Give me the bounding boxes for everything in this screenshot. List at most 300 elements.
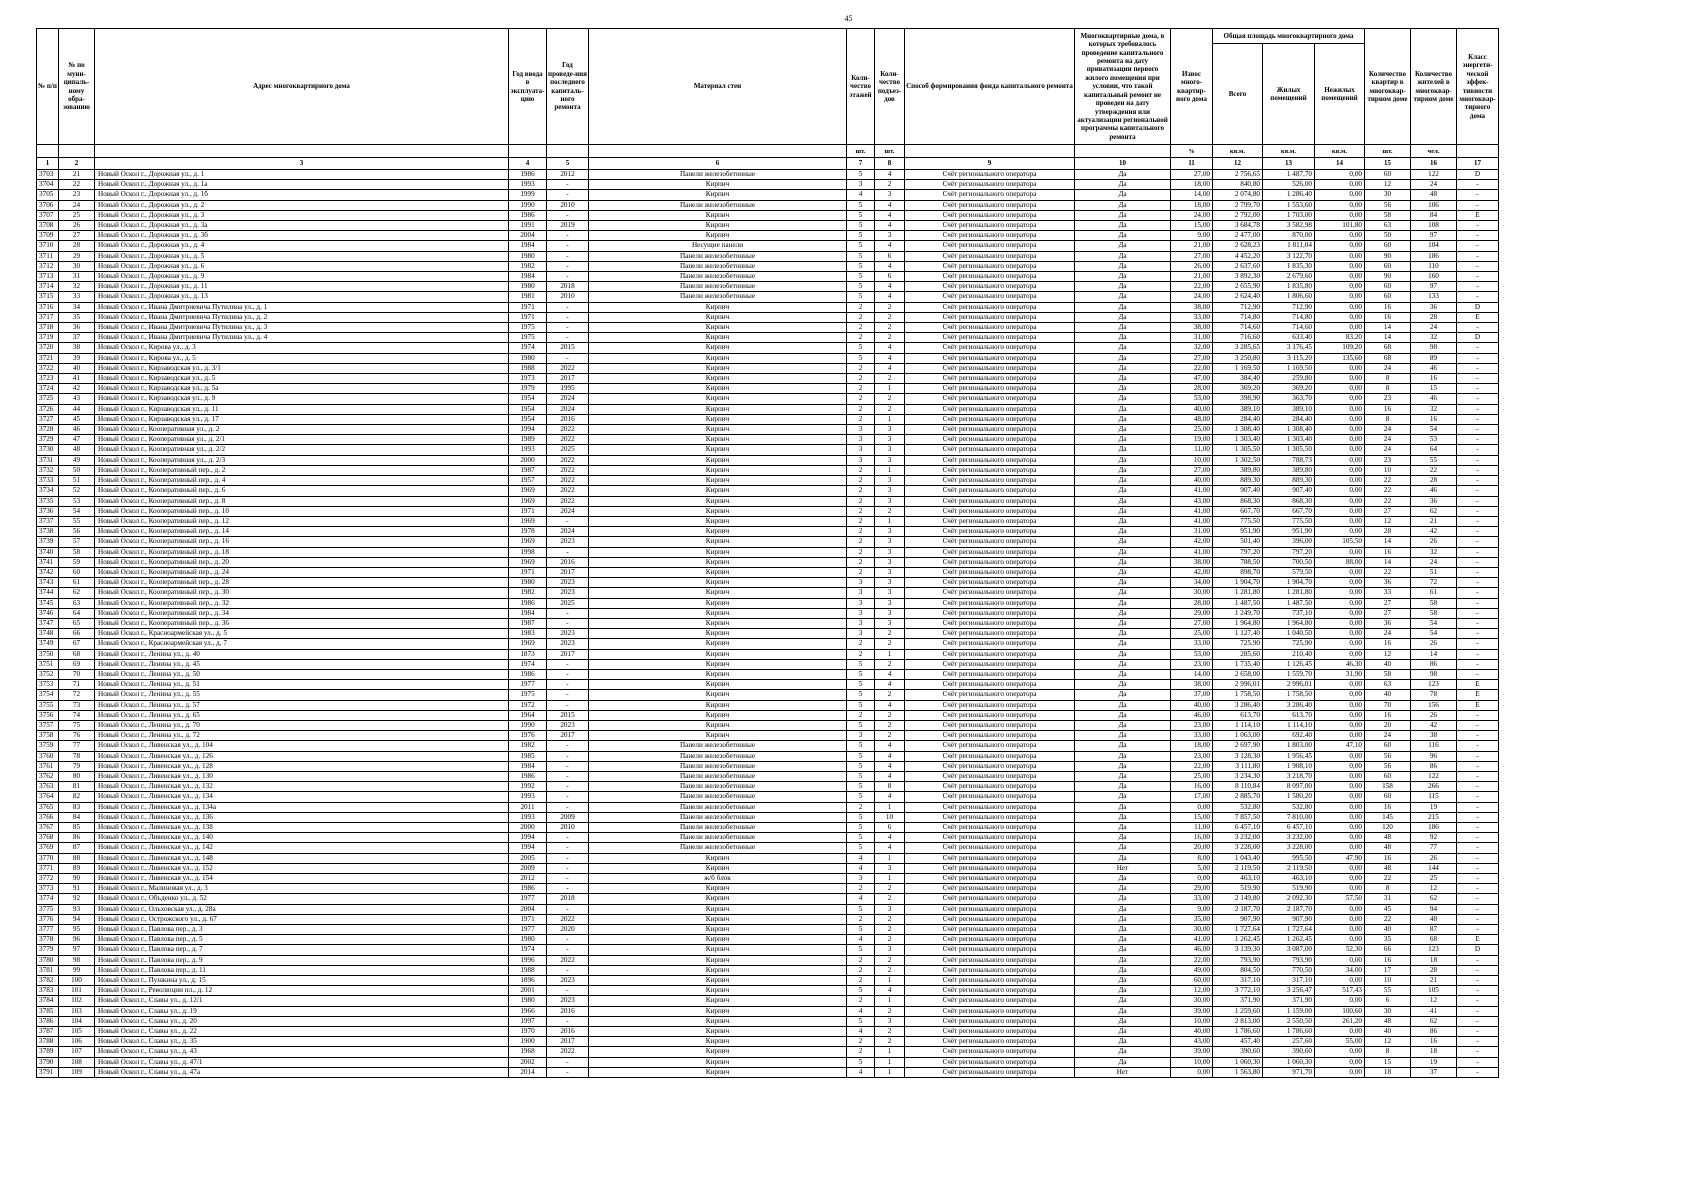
cell-residents: 144 [1411,863,1457,873]
cell-address: Новый Оскол г., Кирзаводская ул., д. 9 [95,394,509,404]
cell-apartments: 56 [1365,751,1411,761]
cell-area-nonliving: 0,00 [1315,914,1365,924]
cell-residents: 32 [1411,547,1457,557]
cell-area-nonliving: 55,00 [1315,1037,1365,1047]
cell-year-repair: - [547,771,589,781]
cell-residents: 92 [1411,833,1457,843]
cell-entrances: 3 [875,425,905,435]
cell-year-repair: 2022 [547,465,589,475]
cell-area-living: 667,70 [1263,506,1315,516]
cell-area-living: 7 810,00 [1263,812,1315,822]
cell-address: Новый Оскол г., Дорожная ул., д. 1а [95,180,509,190]
cell-fund-method: Счёт регионального оператора [905,527,1075,537]
cell-entrances: 3 [875,486,905,496]
cell-row-num: 3769 [37,843,59,853]
cell-area-nonliving: 0,00 [1315,720,1365,730]
cell-year-repair: 2016 [547,557,589,567]
cell-entrances: 4 [875,741,905,751]
cell-area-living: 3 228,00 [1263,843,1315,853]
cell-apartments: 22 [1365,914,1411,924]
cell-area-living: 3 115,20 [1263,353,1315,363]
cell-wear: 30,00 [1171,588,1213,598]
cell-area-nonliving: 0,00 [1315,394,1365,404]
cell-apartments: 28 [1365,527,1411,537]
cell-floors: 5 [847,904,875,914]
cell-row-num: 3780 [37,955,59,965]
cell-floors: 5 [847,669,875,679]
cell-address: Новый Оскол г., Дорожная ул., д. 4 [95,241,509,251]
cell-row-num: 3739 [37,537,59,547]
table-row [37,588,1499,598]
cell-area-living: 971,70 [1263,1067,1315,1077]
cell-wear: 21,00 [1171,272,1213,282]
cell-privatization: Да [1075,557,1171,567]
cell-address: Новый Оскол г., Ливенская ул., д. 130 [95,771,509,781]
cell-floors: 3 [847,588,875,598]
cell-area-living: 363,70 [1263,394,1315,404]
cell-area-living: 1 040,50 [1263,629,1315,639]
cell-year-built: 2004 [509,231,547,241]
cell-address: Новый Оскол г., Дорожная ул., д. 9 [95,272,509,282]
cell-area-nonliving: 261,20 [1315,1016,1365,1026]
cell-privatization: Да [1075,833,1171,843]
table-row [37,547,1499,557]
cell-address: Новый Оскол г., Кооперативный пер., д. 28 [95,578,509,588]
cell-entrances: 4 [875,282,905,292]
cell-apartments: 60 [1365,282,1411,292]
cell-privatization: Да [1075,404,1171,414]
table-row [37,792,1499,802]
cell-energy-class: - [1457,833,1499,843]
cell-residents: 98 [1411,343,1457,353]
cell-fund-method: Счёт регионального оператора [905,516,1075,526]
cell-year-built: 1993 [509,445,547,455]
cell-fund-method: Счёт регионального оператора [905,904,1075,914]
cell-row-num: 3766 [37,812,59,822]
cell-area-nonliving: 88,00 [1315,557,1365,567]
cell-wear: 14,00 [1171,190,1213,200]
cell-entrances: 3 [875,557,905,567]
cell-fund-method: Счёт регионального оператора [905,884,1075,894]
cell-year-repair: - [547,333,589,343]
cell-privatization: Да [1075,465,1171,475]
cell-residents: 94 [1411,904,1457,914]
cell-row-num: 3738 [37,527,59,537]
cell-wall-material: Кирпич [589,516,847,526]
table-row [37,394,1499,404]
cell-mun-num: 29 [59,251,95,261]
cell-year-repair: - [547,986,589,996]
cell-wall-material: Кирпич [589,537,847,547]
cell-mun-num: 45 [59,414,95,424]
cell-residents: 105 [1411,986,1457,996]
cell-area-total: 2 697,90 [1213,741,1263,751]
cell-fund-method: Счёт регионального оператора [905,863,1075,873]
cell-mun-num: 25 [59,210,95,220]
cell-apartments: 24 [1365,363,1411,373]
cell-energy-class: - [1457,761,1499,771]
cell-floors: 2 [847,965,875,975]
table-row [37,690,1499,700]
cell-apartments: 48 [1365,833,1411,843]
cell-row-num: 3781 [37,965,59,975]
cell-fund-method: Счёт регионального оператора [905,292,1075,302]
cell-year-repair: - [547,210,589,220]
cell-address: Новый Оскол г., Острожского ул., д. 67 [95,914,509,924]
cell-entrances: 2 [875,639,905,649]
cell-year-repair: 2024 [547,394,589,404]
cell-entrances: 2 [875,323,905,333]
cell-energy-class: - [1457,363,1499,373]
cell-area-nonliving: 0,00 [1315,455,1365,465]
cell-address: Новый Оскол г., Павлова пер., д. 7 [95,945,509,955]
cell-area-total: 793,90 [1213,955,1263,965]
cell-year-repair: 2022 [547,914,589,924]
cell-apartments: 50 [1365,231,1411,241]
cell-area-total: 1 735,40 [1213,659,1263,669]
cell-wall-material: Кирпич [589,527,847,537]
cell-address: Новый Оскол г., Славы ул., д. 12/1 [95,996,509,1006]
cell-area-living: 712,90 [1263,302,1315,312]
cell-year-built: 1982 [509,741,547,751]
cell-area-nonliving: 31,90 [1315,669,1365,679]
cell-floors: 2 [847,976,875,986]
cell-energy-class: E [1457,210,1499,220]
cell-address: Новый Оскол г., Дорожная ул., д. 1 [95,170,509,180]
cell-fund-method: Счёт регионального оператора [905,1047,1075,1057]
cell-area-living: 210,40 [1263,649,1315,659]
cell-residents: 89 [1411,353,1457,363]
cell-entrances: 2 [875,925,905,935]
cell-energy-class: - [1457,649,1499,659]
cell-fund-method: Счёт регионального оператора [905,751,1075,761]
cell-year-repair: - [547,782,589,792]
cell-row-num: 3743 [37,578,59,588]
cell-row-num: 3749 [37,639,59,649]
cell-address: Новый Оскол г., Дорожная ул., д. 11 [95,282,509,292]
cell-row-num: 3747 [37,618,59,628]
cell-address: Новый Оскол г., Славы ул., д. 19 [95,1006,509,1016]
cell-row-num: 3711 [37,251,59,261]
cell-wall-material: Кирпич [589,853,847,863]
table-row [37,965,1499,975]
cell-privatization: Да [1075,200,1171,210]
cell-year-built: 1990 [509,720,547,730]
cell-area-nonliving: 0,00 [1315,261,1365,271]
cell-wear: 19,00 [1171,435,1213,445]
table-row [37,935,1499,945]
cell-wall-material: Кирпич [589,608,847,618]
cell-mun-num: 47 [59,435,95,445]
table-row [37,914,1499,924]
cell-area-total: 3 111,80 [1213,761,1263,771]
cell-mun-num: 102 [59,996,95,1006]
cell-year-repair: 2022 [547,1047,589,1057]
cell-entrances: 2 [875,312,905,322]
cell-wear: 16,00 [1171,833,1213,843]
cell-wall-material: Панели железобетонные [589,823,847,833]
cell-entrances: 1 [875,414,905,424]
cell-entrances: 6 [875,251,905,261]
cell-address: Новый Оскол г., Славы ул., д. 47/1 [95,1057,509,1067]
cell-year-repair: - [547,700,589,710]
cell-floors: 2 [847,710,875,720]
cell-area-total: 1 303,40 [1213,435,1263,445]
cell-area-total: 716,60 [1213,333,1263,343]
cell-wall-material: Панели железобетонные [589,761,847,771]
cell-mun-num: 64 [59,608,95,618]
cell-apartments: 6 [1365,996,1411,1006]
cell-privatization: Да [1075,700,1171,710]
cell-mun-num: 88 [59,853,95,863]
cell-energy-class: - [1457,547,1499,557]
cell-area-nonliving: 0,00 [1315,629,1365,639]
cell-floors: 4 [847,1067,875,1077]
cell-year-built: 1975 [509,690,547,700]
cell-area-living: 3 218,70 [1263,771,1315,781]
cell-privatization: Да [1075,1047,1171,1057]
cell-entrances: 1 [875,874,905,884]
cell-fund-method: Счёт регионального оператора [905,823,1075,833]
cell-mun-num: 43 [59,394,95,404]
cell-area-nonliving: 101,80 [1315,221,1365,231]
cell-entrances: 2 [875,720,905,730]
cell-year-repair: - [547,965,589,975]
cell-area-nonliving: 0,00 [1315,792,1365,802]
cell-area-total: 1 060,30 [1213,1057,1263,1067]
table-row [37,435,1499,445]
cell-area-living: 396,00 [1263,537,1315,547]
cell-floors: 5 [847,353,875,363]
table-row [37,343,1499,353]
table-row [37,333,1499,343]
cell-privatization: Да [1075,190,1171,200]
cell-year-built: 1987 [509,618,547,628]
cell-energy-class: - [1457,792,1499,802]
cell-entrances: 4 [875,700,905,710]
cell-entrances: 4 [875,771,905,781]
cell-apartments: 30 [1365,190,1411,200]
cell-entrances: 3 [875,496,905,506]
cell-fund-method: Счёт регионального оператора [905,578,1075,588]
cell-energy-class: - [1457,618,1499,628]
cell-wear: 15,00 [1171,812,1213,822]
table-row [37,567,1499,577]
cell-mun-num: 98 [59,955,95,965]
cell-address: Новый Оскол г., Дорожная ул., д. 3а [95,221,509,231]
cell-wear: 38,00 [1171,557,1213,567]
cell-privatization: Да [1075,914,1171,924]
cell-address: Новый Оскол г., Ленина ул., д. 55 [95,690,509,700]
cell-apartments: 45 [1365,904,1411,914]
cell-mun-num: 78 [59,751,95,761]
cell-apartments: 120 [1365,823,1411,833]
cell-year-built: 1971 [509,302,547,312]
cell-wall-material: Кирпич [589,333,847,343]
cell-mun-num: 59 [59,557,95,567]
cell-fund-method: Счёт регионального оператора [905,741,1075,751]
cell-apartments: 36 [1365,578,1411,588]
cell-wall-material: Кирпич [589,904,847,914]
cell-privatization: Да [1075,843,1171,853]
cell-entrances: 3 [875,618,905,628]
cell-fund-method: Счёт регионального оператора [905,180,1075,190]
cell-year-built: 2000 [509,823,547,833]
cell-entrances: 2 [875,374,905,384]
cell-row-num: 3718 [37,323,59,333]
cell-address: Новый Оскол г., Ливенская ул., д. 154 [95,874,509,884]
cell-residents: 26 [1411,710,1457,720]
cell-wear: 29,00 [1171,884,1213,894]
cell-row-num: 3751 [37,659,59,669]
cell-residents: 14 [1411,649,1457,659]
cell-year-repair: 2023 [547,996,589,1006]
cell-fund-method: Счёт регионального оператора [905,792,1075,802]
cell-fund-method: Счёт регионального оператора [905,802,1075,812]
cell-apartments: 22 [1365,496,1411,506]
cell-energy-class: - [1457,976,1499,986]
column-number: 3 [95,158,509,170]
cell-area-nonliving: 0,00 [1315,904,1365,914]
cell-wall-material: Кирпич [589,445,847,455]
cell-energy-class: - [1457,343,1499,353]
cell-apartments: 12 [1365,516,1411,526]
cell-apartments: 14 [1365,333,1411,343]
cell-area-total: 2 885,70 [1213,792,1263,802]
cell-area-nonliving: 46,30 [1315,659,1365,669]
cell-floors: 5 [847,761,875,771]
unit-wear: % [1171,145,1213,158]
table-row [37,363,1499,373]
cell-privatization: Да [1075,894,1171,904]
cell-address: Новый Оскол г., Кирова ул., д. 3 [95,343,509,353]
cell-year-repair: 2024 [547,404,589,414]
cell-area-living: 692,40 [1263,731,1315,741]
cell-energy-class: - [1457,588,1499,598]
cell-area-nonliving: 0,00 [1315,976,1365,986]
cell-year-repair: - [547,302,589,312]
cell-wall-material: Кирпич [589,353,847,363]
cell-wall-material: Панели железобетонные [589,170,847,180]
cell-row-num: 3786 [37,1016,59,1026]
cell-fund-method: Счёт регионального оператора [905,976,1075,986]
cell-residents: 16 [1411,1037,1457,1047]
header-entrances: Коли-чество подъез-дов [875,29,905,145]
cell-floors: 2 [847,1047,875,1057]
cell-row-num: 3750 [37,649,59,659]
cell-area-living: 2 119,50 [1263,863,1315,873]
cell-residents: 32 [1411,404,1457,414]
cell-mun-num: 73 [59,700,95,710]
cell-wear: 9,00 [1171,231,1213,241]
cell-wall-material: Кирпич [589,567,847,577]
cell-area-nonliving: 0,00 [1315,1057,1365,1067]
table-row [37,231,1499,241]
cell-wear: 27,00 [1171,618,1213,628]
cell-apartments: 56 [1365,761,1411,771]
cell-area-nonliving: 0,00 [1315,170,1365,180]
cell-privatization: Да [1075,680,1171,690]
cell-residents: 160 [1411,272,1457,282]
cell-mun-num: 62 [59,588,95,598]
cell-row-num: 3732 [37,465,59,475]
header-address: Адрес многоквартирного дома [95,29,509,145]
cell-year-repair: - [547,669,589,679]
cell-mun-num: 32 [59,282,95,292]
cell-row-num: 3767 [37,823,59,833]
cell-entrances: 2 [875,965,905,975]
cell-entrances: 2 [875,894,905,904]
cell-fund-method: Счёт регионального оператора [905,537,1075,547]
cell-area-nonliving: 0,00 [1315,782,1365,792]
cell-wall-material: Кирпич [589,659,847,669]
cell-address: Новый Оскол г., Объденко ул., д. 52 [95,894,509,904]
cell-year-built: 1969 [509,639,547,649]
cell-area-living: 788,73 [1263,455,1315,465]
cell-wear: 31,00 [1171,333,1213,343]
column-number: 16 [1411,158,1457,170]
cell-area-total: 2 187,70 [1213,904,1263,914]
cell-area-nonliving: 0,00 [1315,812,1365,822]
unit-floors: шт. [847,145,875,158]
cell-wear: 28,00 [1171,384,1213,394]
cell-address: Новый Оскол г., Славы ул., д. 20 [95,1016,509,1026]
cell-year-built: 1975 [509,323,547,333]
cell-apartments: 14 [1365,537,1411,547]
cell-apartments: 22 [1365,874,1411,884]
table-row [37,200,1499,210]
cell-energy-class: - [1457,292,1499,302]
cell-address: Новый Оскол г., Кирзаводская ул., д. 5 [95,374,509,384]
cell-fund-method: Счёт регионального оператора [905,690,1075,700]
cell-wall-material: Кирпич [589,486,847,496]
cell-wall-material: Кирпич [589,629,847,639]
cell-year-repair: 2025 [547,598,589,608]
cell-year-built: 1985 [509,751,547,761]
cell-residents: 37 [1411,1067,1457,1077]
cell-area-nonliving: 100,60 [1315,1006,1365,1016]
cell-entrances: 4 [875,221,905,231]
cell-year-built: 1980 [509,282,547,292]
column-number: 15 [1365,158,1411,170]
cell-apartments: 8 [1365,1047,1411,1057]
cell-area-nonliving: 0,00 [1315,241,1365,251]
cell-wall-material: Кирпич [589,731,847,741]
cell-privatization: Да [1075,374,1171,384]
cell-row-num: 3775 [37,904,59,914]
cell-wear: 43,00 [1171,1037,1213,1047]
cell-row-num: 3728 [37,425,59,435]
cell-year-repair: - [547,241,589,251]
cell-year-built: 1970 [509,1027,547,1037]
cell-fund-method: Счёт регионального оператора [905,231,1075,241]
cell-area-nonliving: 0,00 [1315,710,1365,720]
cell-wear: 41,00 [1171,506,1213,516]
table-row [37,894,1499,904]
cell-address: Новый Оскол г., Дорожная ул., д. 3 [95,210,509,220]
cell-area-living: 390,60 [1263,1047,1315,1057]
cell-residents: 122 [1411,170,1457,180]
cell-fund-method: Счёт регионального оператора [905,251,1075,261]
table-row [37,476,1499,486]
cell-area-nonliving: 0,00 [1315,567,1365,577]
cell-wear: 37,00 [1171,690,1213,700]
cell-apartments: 22 [1365,486,1411,496]
cell-wear: 25,00 [1171,771,1213,781]
cell-area-nonliving: 83,20 [1315,333,1365,343]
cell-wear: 0,00 [1171,1067,1213,1077]
table-row [37,251,1499,261]
